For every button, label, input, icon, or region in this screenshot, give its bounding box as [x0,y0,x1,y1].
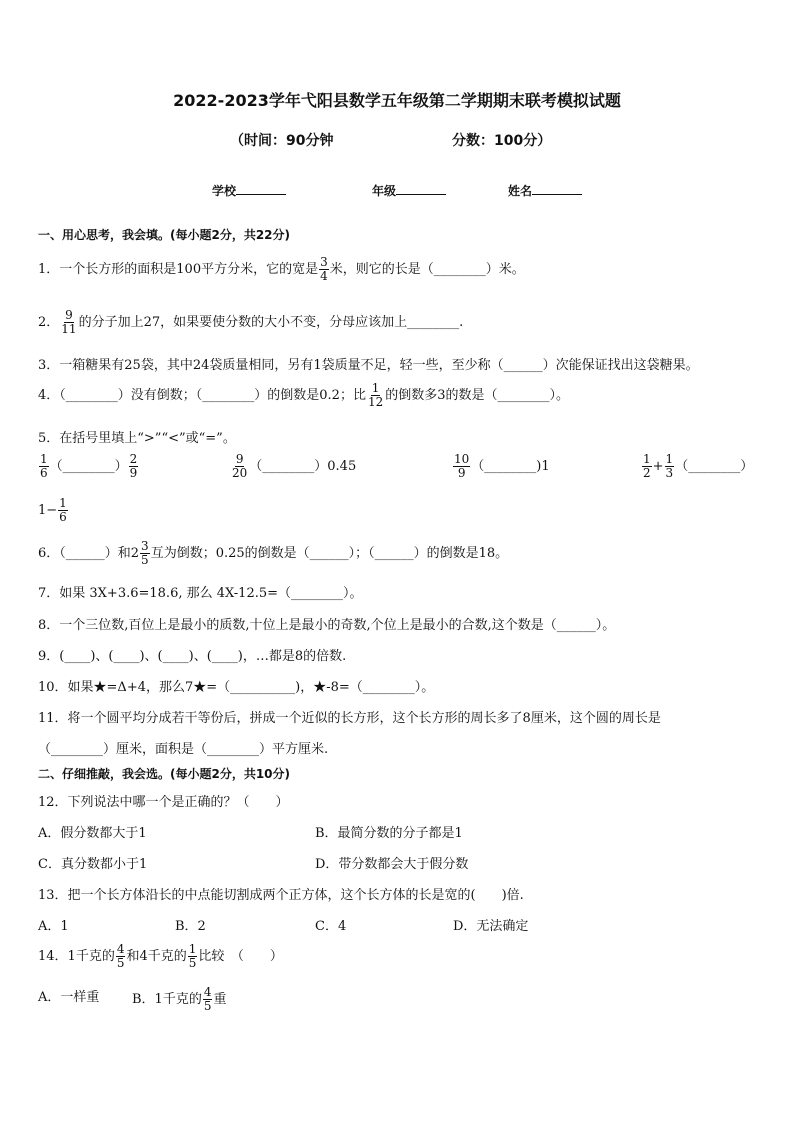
q5-c1-f2-denominator: 9 [129,466,138,480]
q12-option-a[interactable]: A．假分数都大于1 [38,826,147,841]
q14-text-a: 14．1千克的 [38,949,115,964]
q2-text-b: 的分子加上27，如果要使分数的大小不变，分母应该加上________. [78,315,464,330]
q1-fraction-numerator: 3 [320,255,328,269]
section-1-title: 一、用心思考，我会填。(每小题2分，共22分) [38,228,291,242]
question-4 [38,382,569,409]
q1-fraction [319,256,329,283]
q12-option-c[interactable]: C．真分数都小于1 [38,857,148,872]
question-11-line-2: （________）厘米，面积是（________）平方厘米. [38,742,329,757]
q12-option-b[interactable]: B．最简分数的分子都是1 [315,826,463,841]
q5-compare-2 [230,453,356,480]
name-field[interactable] [508,182,582,199]
section-2-title: 二、仔细推敲，我会选。(每小题2分，共10分) [38,767,291,781]
q14-option-b-denominator: 5 [203,999,212,1013]
q4-fraction-numerator: 1 [371,381,380,395]
q14-option-a[interactable] [38,986,99,1005]
question-12: 12．下列说法中哪一个是正确的？（ ） [38,795,289,810]
q2-fraction-numerator: 9 [65,308,73,322]
q2-fraction [60,309,77,336]
q5-c3-numerator: 10 [454,452,470,466]
q13-option-c[interactable]: C．4 [315,919,347,934]
q14-text-c: 比较 （ ） [198,949,283,964]
q5-compare-3 [452,453,550,480]
grade-field[interactable] [372,182,446,199]
q6-text-b: 互为倒数；0.25的倒数是（______）；（______）的倒数是18。 [150,546,509,561]
q5-c4-f1-denominator: 2 [643,466,651,480]
question-8: 8．一个三位数,百位上是最小的质数,十位上是最小的奇数,个位上是最小的合数,这个数是（______）。 [38,618,616,633]
school-field[interactable] [212,182,286,199]
q6-fraction-numerator: 3 [141,539,149,553]
q5-c5-denominator: 6 [59,510,67,524]
q5-c4-f2-numerator: 1 [665,452,674,466]
exam-score: 分数：100分） [452,133,552,149]
school-label: 学校 [212,184,237,198]
q5-compare-1 [38,453,139,480]
q14-f1-numerator: 4 [116,942,125,956]
q4-fraction [367,382,384,409]
q2-fraction-denominator: 11 [61,322,77,336]
question-1 [38,256,525,283]
q1-fraction-denominator: 4 [320,269,328,283]
exam-time: （时间：90分钟 [230,133,334,149]
page-title: 2022-2023学年弋阳县数学五年级第二学期期末联考模拟试题 [173,91,621,110]
q5-compare-4 [641,453,753,480]
question-3: 3．一箱糖果有25袋，其中24袋质量相同，另有1袋质量不足，轻一些，至少称（______）次能保证找出这袋糖果。 [38,358,699,373]
q6-text-a: 6．（______）和2 [38,546,140,561]
question-9: 9．(____)、(____)、(____)、(____)，…都是8的倍数. [38,649,347,664]
question-6 [38,540,508,567]
q5-compare-4-rhs [38,497,69,524]
q5-c3-blank: （________)1 [471,459,550,474]
q14-f2-numerator: 1 [188,942,197,956]
q12-option-d[interactable]: D．带分数都会大于假分数 [315,857,469,872]
grade-blank[interactable] [396,182,446,195]
q5-c2-numerator: 9 [235,452,244,466]
q5-c4-f1-numerator: 1 [643,452,651,466]
q1-text-b: 米，则它的长是（________）米。 [329,262,525,277]
q14-text-b: 和4千克的 [126,949,187,964]
q6-fraction-denominator: 5 [141,553,149,567]
q5-c1-f1-numerator: 1 [40,452,48,466]
q5-c3-denominator: 9 [457,466,466,480]
q5-c2-blank: （________）0.45 [249,459,357,474]
q5-c2-denominator: 20 [232,466,248,480]
q5-c1-f1-denominator: 6 [40,466,48,480]
q5-c5-numerator: 1 [59,496,67,510]
q14-option-a-label: A．一样重 [38,990,100,1005]
q5-c1-f2-numerator: 2 [129,452,138,466]
question-5: 5．在括号里填上“>”“<”或“=”。 [38,431,236,446]
q5-c5-text: 1− [38,503,58,518]
grade-label: 年级 [372,184,397,198]
q14-option-b[interactable] [132,986,226,1013]
question-2 [38,309,463,336]
q14-f2-denominator: 5 [188,956,197,970]
question-10: 10．如果★=Δ+4，那么7★=（__________)，★-8=（________）。 [38,680,435,695]
q14-option-b-tail: 重 [213,992,227,1007]
question-13: 13．把一个长方体沿长的中点能切割成两个正方体，这个长方体的长是宽的( )倍. [38,888,524,903]
q13-option-a[interactable]: A．1 [38,919,69,934]
q5-c4-plus: + [652,459,664,474]
name-blank[interactable] [532,182,582,195]
q5-c4-blank: （________） [675,459,754,474]
question-11-line-1: 11．将一个圆平均分成若干等份后，拼成一个近似的长方形，这个长方形的周长多了8厘米，这个圆的周长是 [38,711,661,726]
q14-f1-denominator: 5 [116,956,125,970]
school-blank[interactable] [236,182,286,195]
q14-option-b-numerator: 4 [203,985,212,999]
q13-option-d[interactable]: D．无法确定 [453,919,529,934]
question-7: 7．如果 3X+3.6=18.6, 那么 4X-12.5=（________）。 [38,586,363,601]
q5-c1-blank: （________） [49,459,128,474]
q1-text-a: 1．一个长方形的面积是100平方分米，它的宽是 [38,262,319,277]
q4-fraction-denominator: 12 [367,395,384,409]
q4-text-a: 4．（________）没有倒数；（________）的倒数是0.2；比 [38,388,366,403]
q13-option-b[interactable]: B．2 [175,919,206,934]
name-label: 姓名 [508,184,533,198]
question-14 [38,943,283,970]
q6-fraction [140,540,150,567]
q2-text-a: 2． [38,315,60,330]
q5-c4-f2-denominator: 3 [665,466,674,480]
q14-option-b-text: B．1千克的 [132,992,202,1007]
q4-text-b: 的倒数多3的数是（________）。 [385,388,570,403]
